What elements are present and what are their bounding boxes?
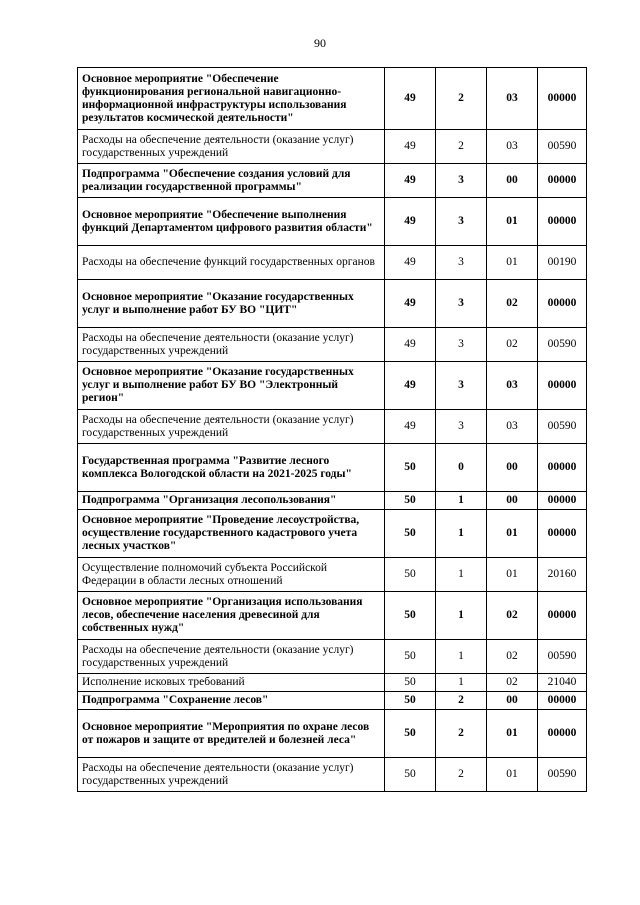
budget-classification-table (77, 67, 587, 792)
table-row (78, 246, 587, 280)
table-row (78, 280, 587, 328)
subprogram-code-cell: 3 (436, 410, 487, 444)
program-code-cell: 50 (385, 510, 436, 558)
expense-direction-code-cell: 21040 (538, 674, 587, 692)
expense-direction-code-cell: 00000 (538, 692, 587, 710)
row-name-cell: Основное мероприятие "Проведение лесоустройства, осуществление государственного кадастрового учета лесных участков" (78, 510, 385, 558)
activity-code-cell: 00 (487, 492, 538, 510)
table-row (78, 492, 587, 510)
activity-code-cell: 03 (487, 130, 538, 164)
table-row (78, 164, 587, 198)
program-code-cell: 50 (385, 758, 436, 792)
expense-direction-code-cell: 00000 (538, 444, 587, 492)
activity-code-cell: 03 (487, 410, 538, 444)
activity-code-cell: 00 (487, 164, 538, 198)
program-code-cell: 49 (385, 280, 436, 328)
row-name-cell: Основное мероприятие "Обеспечение функционирования региональной навигационно-информационной инфраструктуры использования результатов космической деятельности" (78, 68, 385, 130)
page-number: 90 (314, 36, 326, 50)
expense-direction-code-cell: 00000 (538, 592, 587, 640)
program-code-cell: 50 (385, 492, 436, 510)
subprogram-code-cell: 1 (436, 558, 487, 592)
program-code-cell: 49 (385, 328, 436, 362)
row-name-cell: Основное мероприятие "Мероприятия по охране лесов от пожаров и защите от вредителей и болезней леса" (78, 710, 385, 758)
expense-direction-code-cell: 00000 (538, 280, 587, 328)
expense-direction-code-cell: 00000 (538, 198, 587, 246)
table-row (78, 198, 587, 246)
subprogram-code-cell: 3 (436, 328, 487, 362)
subprogram-code-cell: 2 (436, 68, 487, 130)
expense-direction-code-cell: 00190 (538, 246, 587, 280)
program-code-cell: 50 (385, 558, 436, 592)
expense-direction-code-cell: 00590 (538, 758, 587, 792)
program-code-cell: 50 (385, 710, 436, 758)
table-row (78, 68, 587, 130)
expense-direction-code-cell: 20160 (538, 558, 587, 592)
table-row (78, 674, 587, 692)
program-code-cell: 49 (385, 198, 436, 246)
table-row (78, 444, 587, 492)
activity-code-cell: 02 (487, 280, 538, 328)
activity-code-cell: 03 (487, 362, 538, 410)
row-name-cell: Расходы на обеспечение деятельности (оказание услуг) государственных учреждений (78, 328, 385, 362)
row-name-cell: Расходы на обеспечение деятельности (оказание услуг) государственных учреждений (78, 130, 385, 164)
row-name-cell: Расходы на обеспечение деятельности (оказание услуг) государственных учреждений (78, 640, 385, 674)
subprogram-code-cell: 3 (436, 280, 487, 328)
table-row (78, 558, 587, 592)
subprogram-code-cell: 1 (436, 592, 487, 640)
subprogram-code-cell: 3 (436, 198, 487, 246)
row-name-cell: Расходы на обеспечение деятельности (оказание услуг) государственных учреждений (78, 758, 385, 792)
program-code-cell: 49 (385, 362, 436, 410)
program-code-cell: 49 (385, 246, 436, 280)
table-row (78, 692, 587, 710)
row-name-cell: Расходы на обеспечение функций государственных органов (78, 246, 385, 280)
table-row (78, 710, 587, 758)
expense-direction-code-cell: 00590 (538, 410, 587, 444)
activity-code-cell: 01 (487, 558, 538, 592)
program-code-cell: 50 (385, 592, 436, 640)
row-name-cell: Подпрограмма "Организация лесопользования" (78, 492, 385, 510)
program-code-cell: 50 (385, 674, 436, 692)
expense-direction-code-cell: 00000 (538, 510, 587, 558)
program-code-cell: 50 (385, 640, 436, 674)
row-name-cell: Подпрограмма "Сохранение лесов" (78, 692, 385, 710)
activity-code-cell: 02 (487, 640, 538, 674)
program-code-cell: 49 (385, 68, 436, 130)
activity-code-cell: 01 (487, 198, 538, 246)
expense-direction-code-cell: 00000 (538, 362, 587, 410)
activity-code-cell: 01 (487, 710, 538, 758)
row-name-cell: Основное мероприятие "Организация использования лесов, обеспечение населения древесиной для собственных нужд" (78, 592, 385, 640)
row-name-cell: Основное мероприятие "Оказание государственных услуг и выполнение работ БУ ВО "Электронный регион" (78, 362, 385, 410)
subprogram-code-cell: 2 (436, 710, 487, 758)
expense-direction-code-cell: 00590 (538, 640, 587, 674)
subprogram-code-cell: 3 (436, 164, 487, 198)
table-row (78, 510, 587, 558)
subprogram-code-cell: 0 (436, 444, 487, 492)
table-row (78, 758, 587, 792)
table-row (78, 592, 587, 640)
table-row (78, 130, 587, 164)
activity-code-cell: 00 (487, 692, 538, 710)
program-code-cell: 49 (385, 164, 436, 198)
subprogram-code-cell: 2 (436, 130, 487, 164)
activity-code-cell: 03 (487, 68, 538, 130)
expense-direction-code-cell: 00000 (538, 492, 587, 510)
row-name-cell: Подпрограмма "Обеспечение создания условий для реализации государственной программы" (78, 164, 385, 198)
expense-direction-code-cell: 00000 (538, 164, 587, 198)
row-name-cell: Исполнение исковых требований (78, 674, 385, 692)
expense-direction-code-cell: 00000 (538, 710, 587, 758)
table-row (78, 640, 587, 674)
subprogram-code-cell: 3 (436, 246, 487, 280)
subprogram-code-cell: 1 (436, 510, 487, 558)
program-code-cell: 50 (385, 692, 436, 710)
activity-code-cell: 00 (487, 444, 538, 492)
activity-code-cell: 01 (487, 510, 538, 558)
subprogram-code-cell: 1 (436, 640, 487, 674)
row-name-cell: Расходы на обеспечение деятельности (оказание услуг) государственных учреждений (78, 410, 385, 444)
row-name-cell: Основное мероприятие "Оказание государственных услуг и выполнение работ БУ ВО "ЦИТ" (78, 280, 385, 328)
program-code-cell: 49 (385, 410, 436, 444)
activity-code-cell: 01 (487, 758, 538, 792)
program-code-cell: 50 (385, 444, 436, 492)
subprogram-code-cell: 1 (436, 492, 487, 510)
activity-code-cell: 02 (487, 674, 538, 692)
row-name-cell: Основное мероприятие "Обеспечение выполнения функций Департаментом цифрового развития области" (78, 198, 385, 246)
expense-direction-code-cell: 00590 (538, 130, 587, 164)
row-name-cell: Осуществление полномочий субъекта Российской Федерации в области лесных отношений (78, 558, 385, 592)
table-row (78, 362, 587, 410)
activity-code-cell: 02 (487, 328, 538, 362)
table-row (78, 410, 587, 444)
row-name-cell: Государственная программа "Развитие лесного комплекса Вологодской области на 2021-2025 годы" (78, 444, 385, 492)
subprogram-code-cell: 2 (436, 692, 487, 710)
expense-direction-code-cell: 00000 (538, 68, 587, 130)
subprogram-code-cell: 3 (436, 362, 487, 410)
subprogram-code-cell: 2 (436, 758, 487, 792)
subprogram-code-cell: 1 (436, 674, 487, 692)
activity-code-cell: 01 (487, 246, 538, 280)
program-code-cell: 49 (385, 130, 436, 164)
table-body (78, 68, 587, 792)
activity-code-cell: 02 (487, 592, 538, 640)
expense-direction-code-cell: 00590 (538, 328, 587, 362)
table-row (78, 328, 587, 362)
